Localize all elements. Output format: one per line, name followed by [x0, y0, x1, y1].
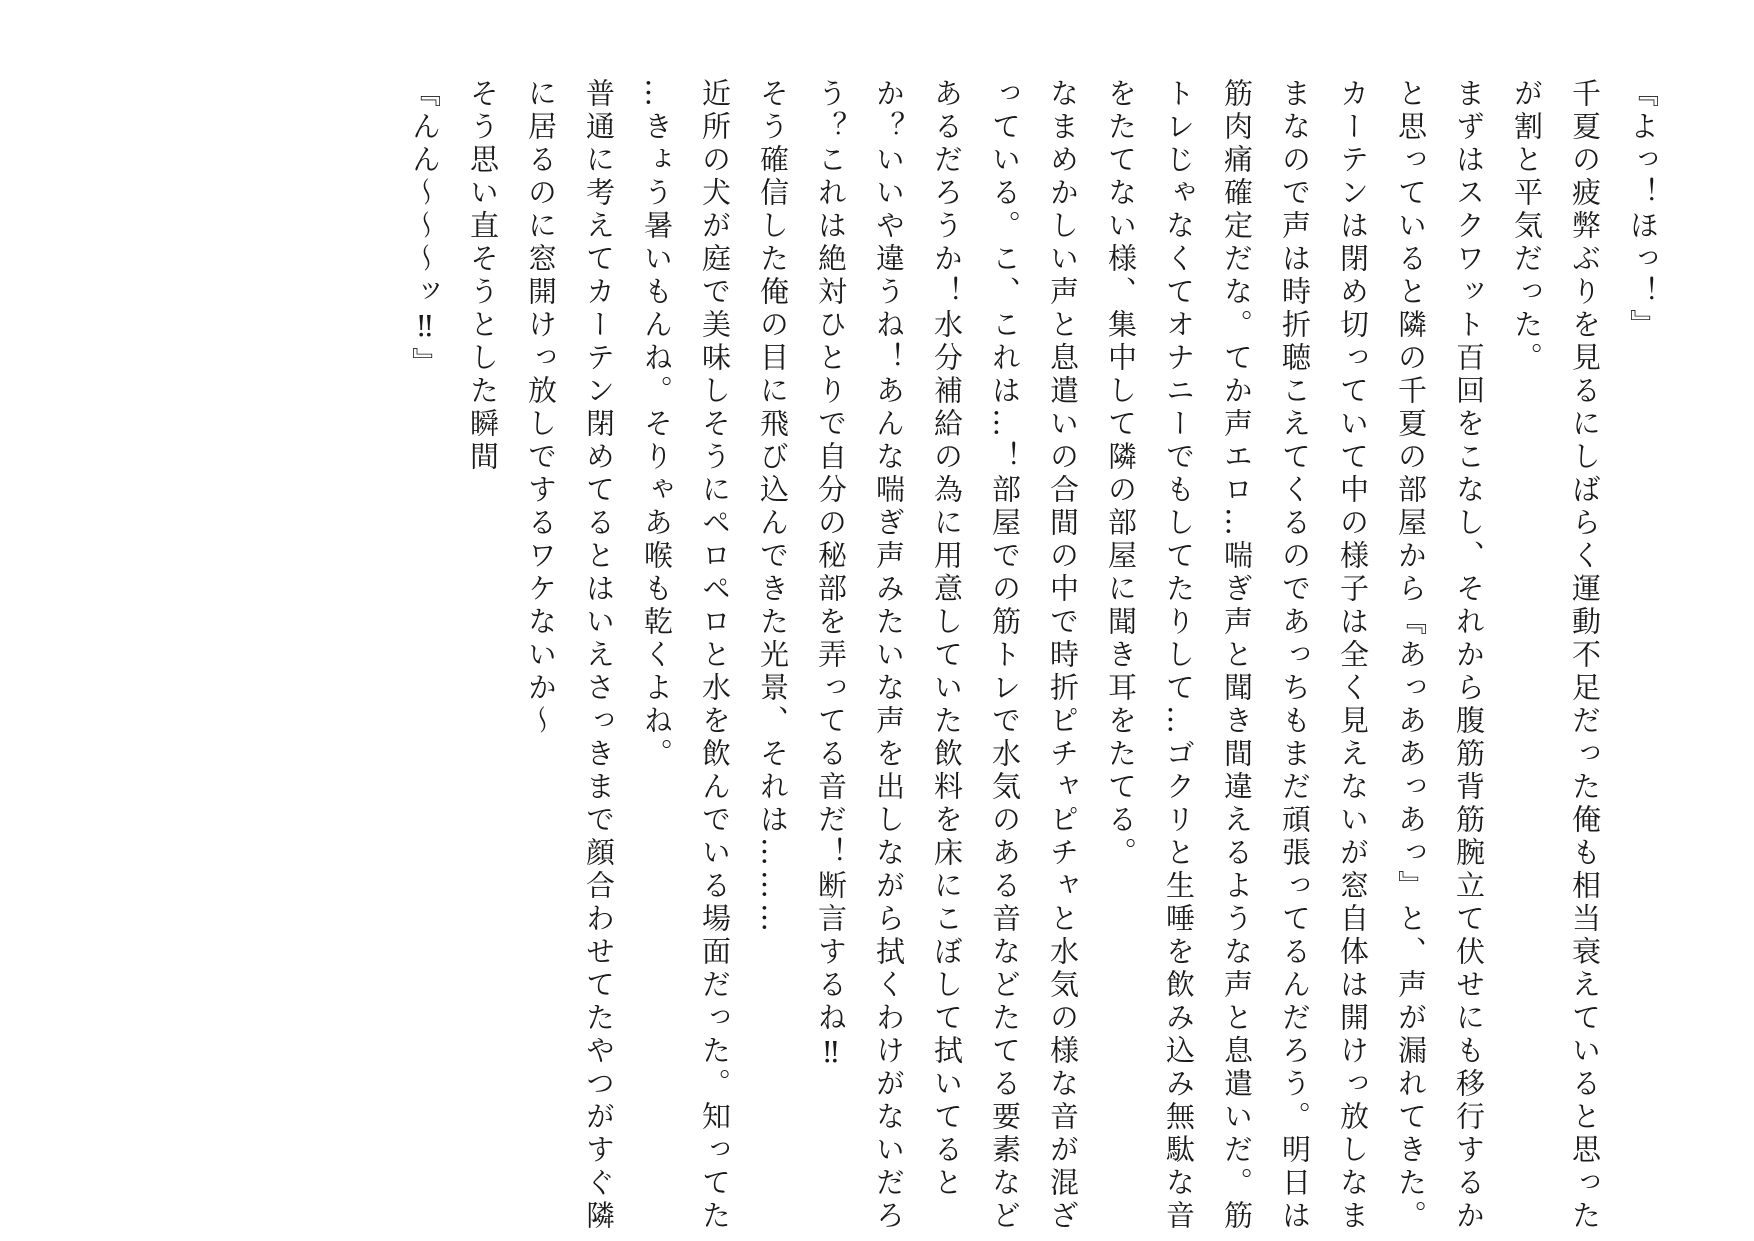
text-line: …きょう暑いもんね。そりゃあ喉も乾くよね。 — [640, 78, 674, 771]
text-line: トレじゃなくてオナニーでもしてたりして…ゴクリと生唾を飲み込み無駄な音 — [1162, 78, 1196, 1233]
text-line: 『んん〜〜〜ッ‼』 — [408, 78, 442, 380]
text-line: に居るのに窓開けっ放しでするワケないか〜 — [524, 78, 558, 738]
text-line: か？いいや違うね！あんな喘ぎ声みたいな声を出しながら拭くわけがないだろ — [872, 78, 906, 1233]
text-line: 筋肉痛確定だな。てか声エロ…喘ぎ声と聞き間違えるような声と息遣いだ。筋 — [1220, 78, 1254, 1233]
text-line: まずはスクワット百回をこなし、それから腹筋背筋腕立て伏せにも移行するか — [1452, 78, 1486, 1233]
text-line: 近所の犬が庭で美味しそうにペロペロと水を飲んでいる場面だった。知ってた — [698, 78, 732, 1233]
text-line: っている。こ、これは…！部屋での筋トレで水気のある音などたてる要素など — [988, 78, 1022, 1233]
vertical-text-body — [396, 78, 1672, 1233]
text-line: をたてない様、集中して隣の部屋に聞き耳をたてる。 — [1104, 78, 1138, 870]
text-line: そう確信した俺の目に飛び込んできた光景、それは……… — [756, 78, 790, 936]
text-line: が割と平気だった。 — [1510, 78, 1544, 375]
text-line: と思っていると隣の千夏の部屋から『あっああっあっ』と、声が漏れてきた。 — [1394, 78, 1428, 1233]
text-line: あるだろうか！水分補給の為に用意していた飲料を床にこぼして拭いてると — [930, 78, 964, 1200]
text-line: まなので声は時折聴こえてくるのであっちもまだ頑張ってるんだろう。明日は — [1278, 78, 1312, 1233]
text-line: なまめかしい声と息遣いの合間の中で時折ピチャピチャと水気の様な音が混ざ — [1046, 78, 1080, 1233]
text-line: カーテンは閉め切っていて中の様子は全く見えないが窓自体は開けっ放しなま — [1336, 78, 1370, 1233]
text-line: そう思い直そうとした瞬間 — [466, 78, 500, 474]
text-line: う？これは絶対ひとりで自分の秘部を弄ってる音だ！断言するね‼ — [814, 78, 848, 1073]
text-line: 『よっ！ほっ！』 — [1626, 78, 1660, 342]
text-line: 普通に考えてカーテン閉めてるとはいえさっきまで顔合わせてたやつがすぐ隣 — [582, 78, 616, 1233]
text-line: 千夏の疲弊ぶりを見るにしばらく運動不足だった俺も相当衰えていると思った — [1568, 78, 1602, 1233]
